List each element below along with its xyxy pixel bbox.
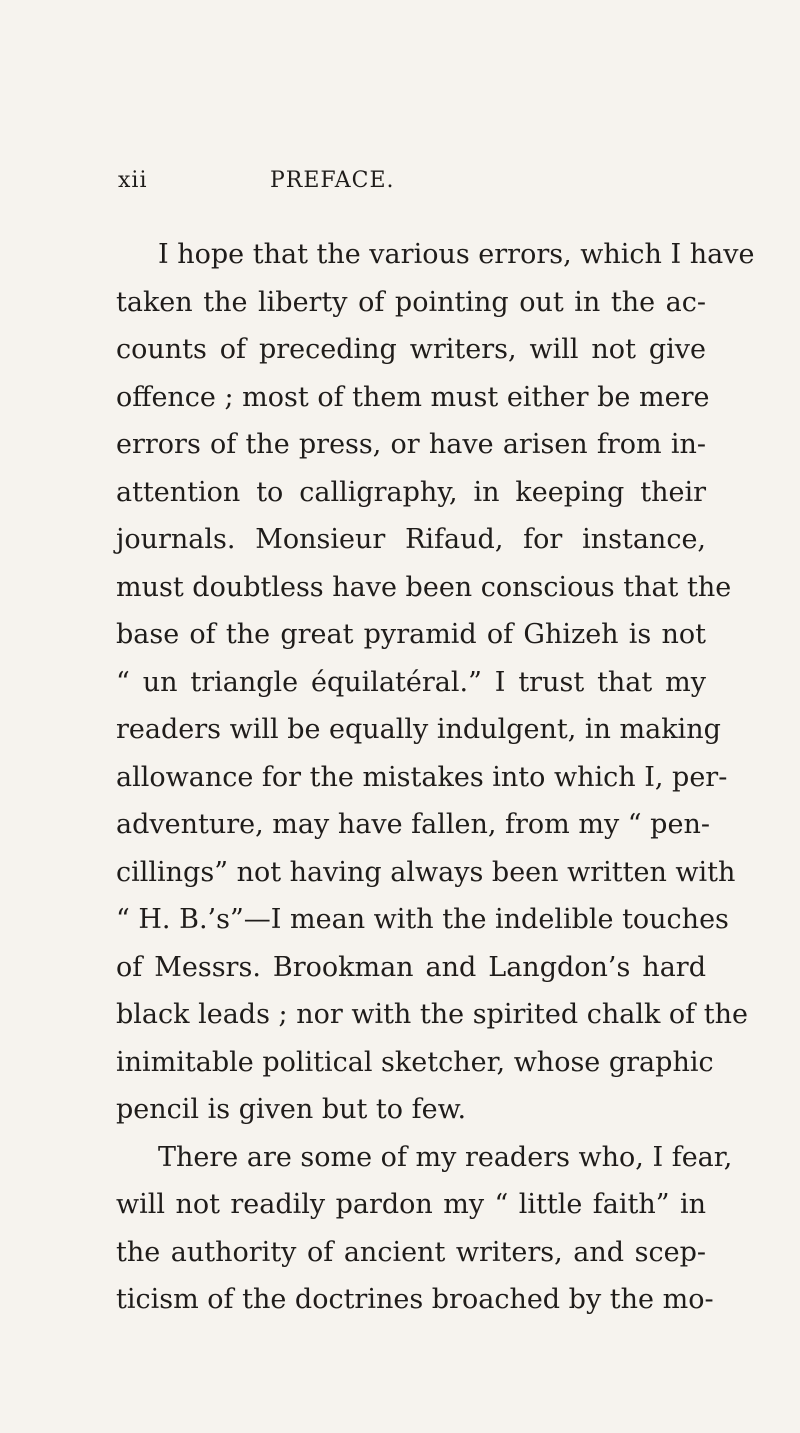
text-line: ticism of the doctrines broached by the mo- <box>116 1284 714 1315</box>
running-head: PREFACE. <box>270 168 395 193</box>
text-line: journals. Monsieur Rifaud, for instance, <box>116 524 706 555</box>
text-line: taken the liberty of pointing out in the ac- <box>116 286 706 318</box>
text-line: errors of the press, or have arisen from in- <box>116 429 706 460</box>
text-line: of Messrs. Brookman and Langdon’s hard <box>116 951 706 983</box>
text-line: counts of preceding writers, will not give <box>116 334 706 365</box>
text-line: I hope that the various errors, which I have <box>158 239 755 270</box>
body-text <box>116 231 755 1324</box>
page-header <box>118 168 708 202</box>
text-line: “ un triangle équilatéral.” I trust that my <box>116 666 706 698</box>
text-line: There are some of my readers who, I fear, <box>158 1141 733 1173</box>
text-line: adventure, may have fallen, from my “ pen- <box>116 809 710 840</box>
text-line: “ H. B.’s”—I mean with the indelible touches <box>116 904 729 935</box>
text-line: readers will be equally indulgent, in making <box>116 714 721 745</box>
text-line: the authority of ancient writers, and scep- <box>116 1236 706 1268</box>
text-line: attention to calligraphy, in keeping their <box>116 476 706 508</box>
text-line: offence ; most of them must either be mere <box>116 381 710 413</box>
text-line: must doubtless have been conscious that the <box>116 571 732 603</box>
text-line: black leads ; nor with the spirited chalk of the <box>116 999 748 1030</box>
text-line: pencil is given but to few. <box>116 1094 467 1125</box>
text-line: base of the great pyramid of Ghizeh is not <box>116 619 706 650</box>
text-line: will not readily pardon my “ little faith” in <box>116 1189 706 1220</box>
text-line: cillings” not having always been written with <box>116 856 736 888</box>
text-line: inimitable political sketcher, whose graphic <box>116 1046 714 1078</box>
text-line: allowance for the mistakes into which I, per- <box>116 761 728 793</box>
page-number: xii <box>118 168 148 193</box>
